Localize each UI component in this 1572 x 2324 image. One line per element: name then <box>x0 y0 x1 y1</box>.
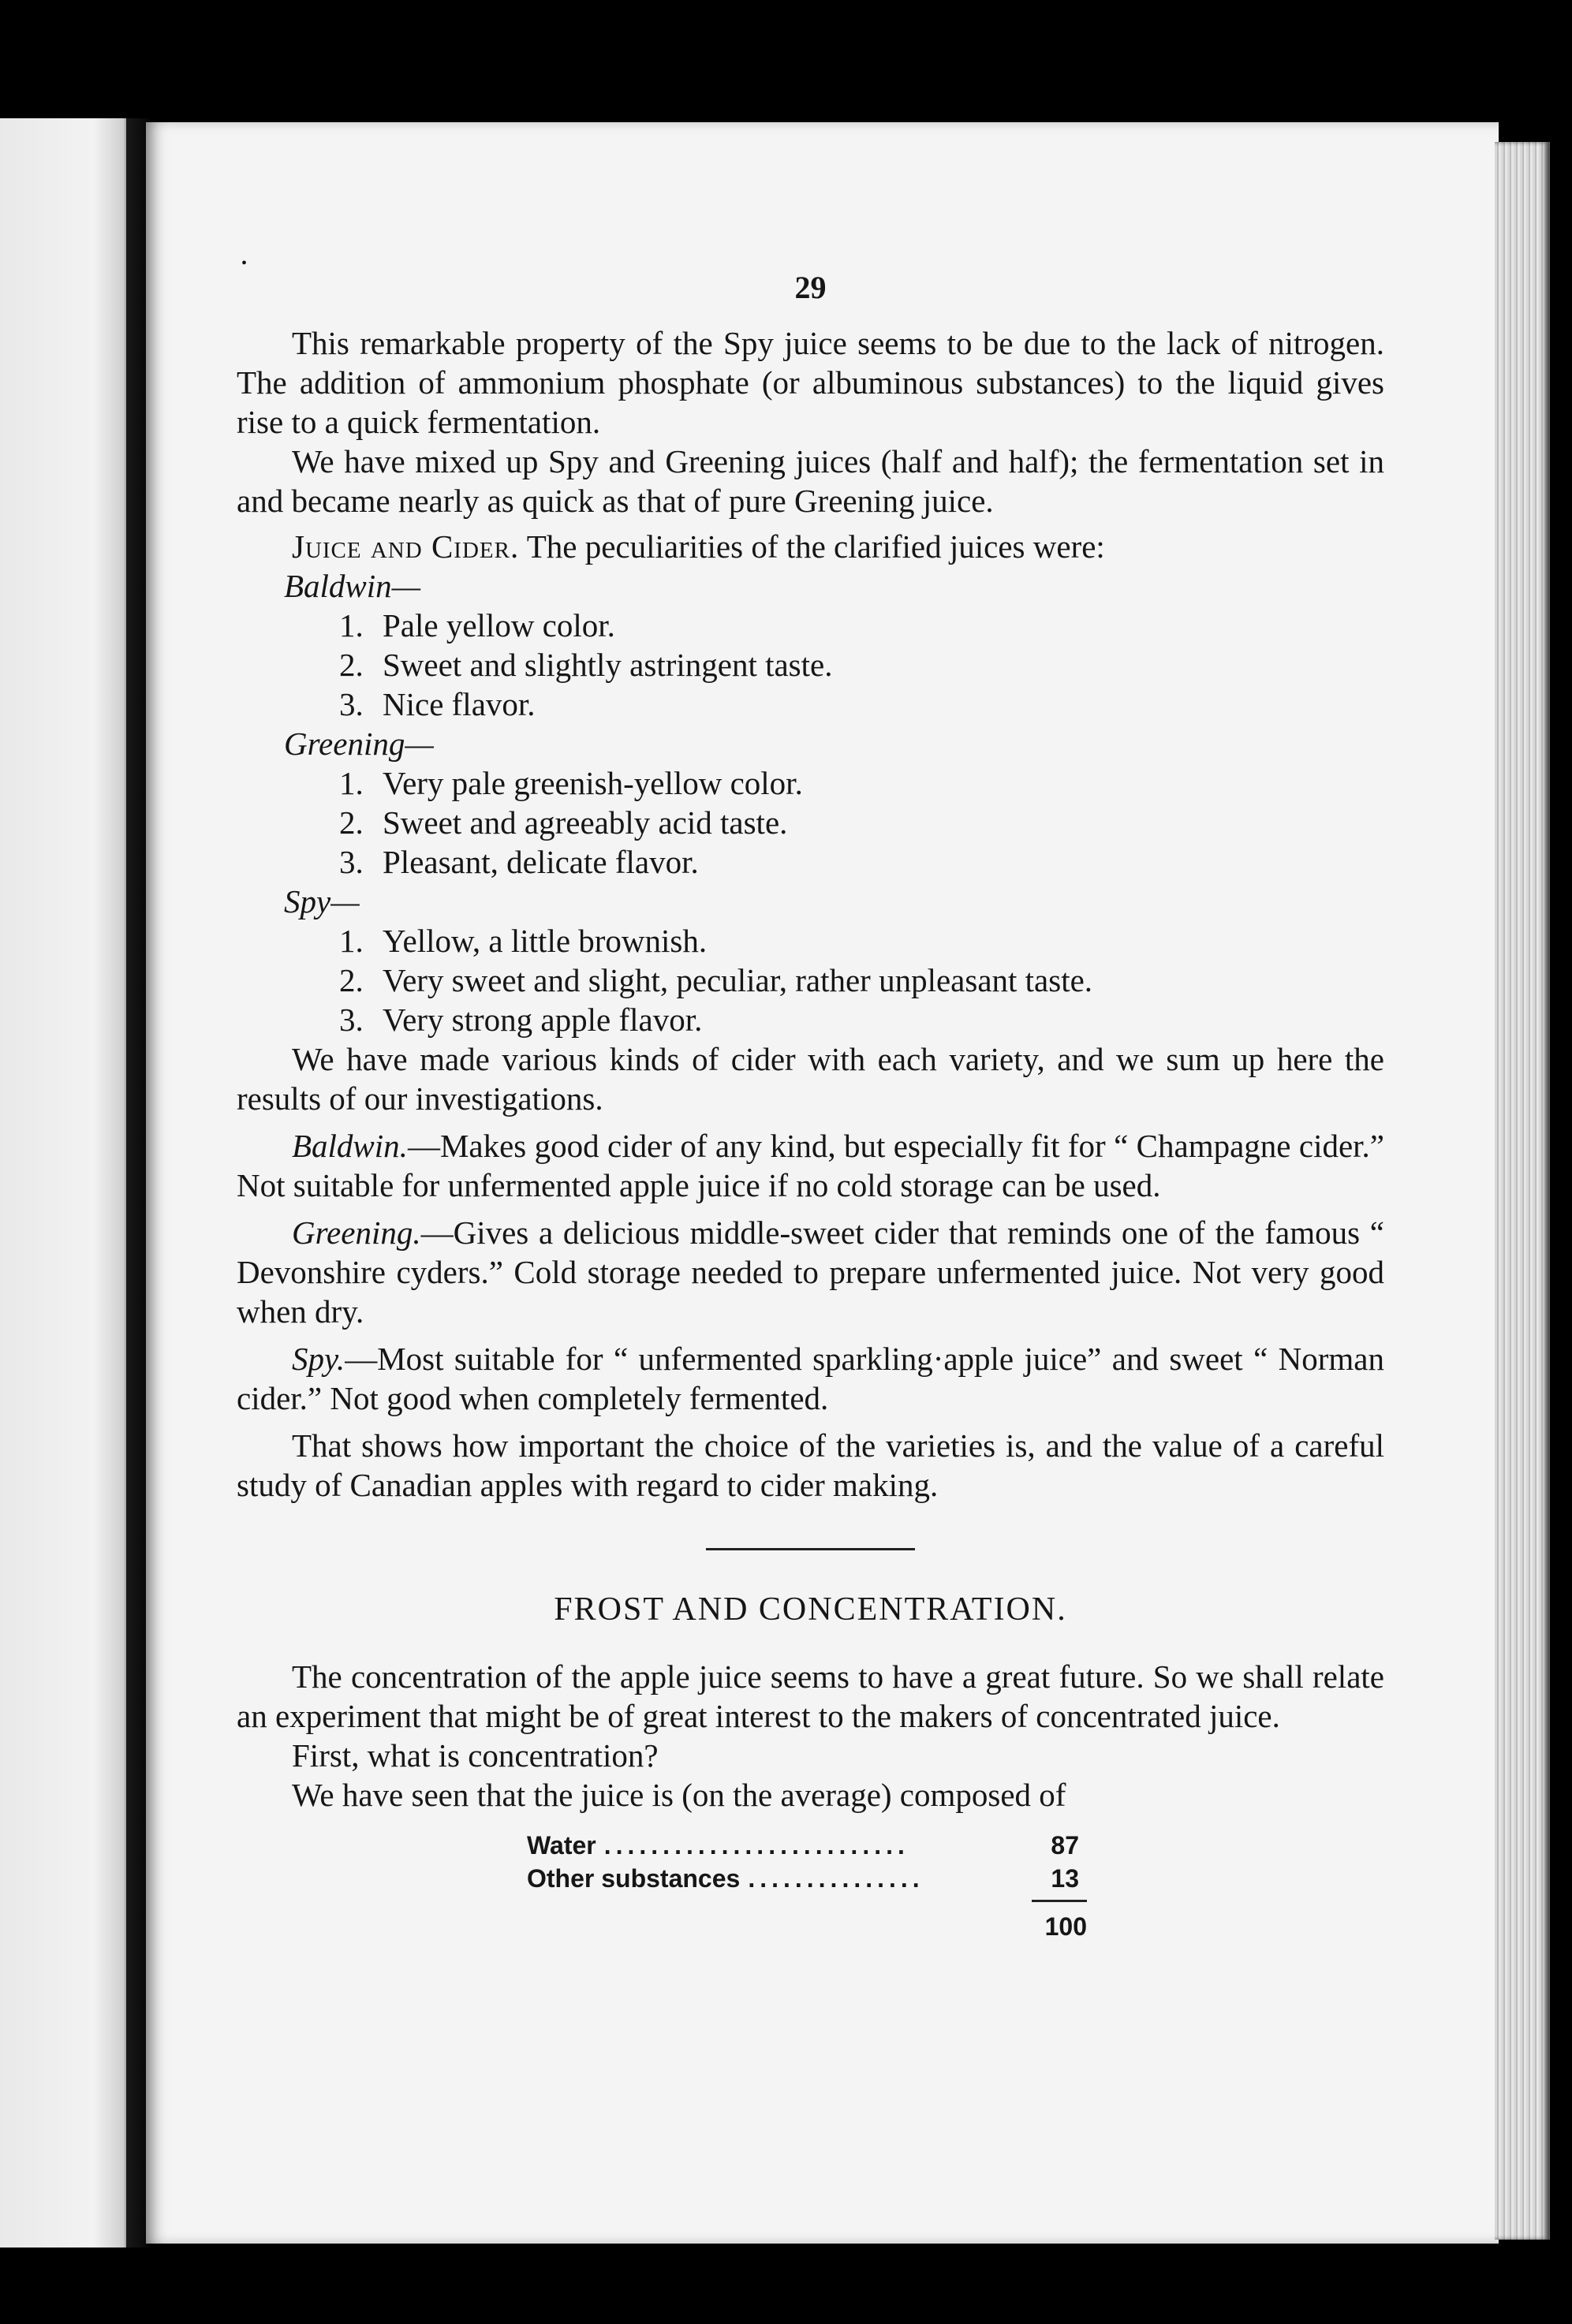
list-item: 1. Pale yellow color. <box>339 607 615 643</box>
cider-note <box>237 1339 1384 1418</box>
paragraph: We have mixed up Spy and Greening juices (half and half); the fermentation set in and became nearly as quick as that of pure Greening juice. <box>237 443 1384 519</box>
cider-note-variety: Baldwin. <box>292 1128 408 1164</box>
paragraph: The concentration of the apple juice seems to have a great future. So we shall relate an experiment that might be of great interest to the makers of concentrated juice. <box>237 1658 1384 1734</box>
juice-cider-heading: Juice and Cider. <box>292 528 520 565</box>
juice-cider-intro: The peculiarities of the clarified juices were: <box>526 528 1105 565</box>
list-item: 2. Very sweet and slight, peculiar, rather unpleasant taste. <box>339 962 1093 998</box>
leader-dots: .......................... <box>603 1831 909 1860</box>
composition-value: 13 <box>1051 1864 1079 1893</box>
page-number: 29 <box>794 270 827 305</box>
list-item: 2. Sweet and agreeably acid taste. <box>339 804 788 841</box>
composition-label: Other substances <box>527 1864 741 1893</box>
cider-note <box>237 1126 1384 1205</box>
cider-note-text: —Most suitable for “ unfermented sparkling·apple juice” and sweet “ Norman cider.” Not good when completely fermented. <box>237 1341 1384 1416</box>
margin-mark: • <box>241 255 248 272</box>
cider-note-variety: Greening. <box>292 1214 421 1251</box>
total-rule <box>1032 1900 1087 1902</box>
composition-row <box>527 1862 1079 1895</box>
list-item: 3. Pleasant, delicate flavor. <box>339 844 699 880</box>
cider-note <box>237 1213 1384 1331</box>
list-item: 2. Sweet and slightly astringent taste. <box>339 647 833 683</box>
paragraph: We have made various kinds of cider with each variety, and we sum up here the results of our investigations. <box>237 1041 1384 1117</box>
cider-note-text: —Makes good cider of any kind, but especially fit for “ Champagne cider.” Not suitable for unfermented apple juice if no cold storage can be used. <box>237 1128 1384 1203</box>
paragraph: This remarkable property of the Spy juice seems to be due to the lack of nitrogen. The addition of ammonium phosphate (or albuminous substances) to the liquid gives rise to a quick fermentation. <box>237 325 1384 440</box>
section-title: FROST AND CONCENTRATION. <box>554 1591 1067 1628</box>
variety-heading: Baldwin— <box>284 568 421 604</box>
variety-heading: Spy— <box>284 883 360 920</box>
cider-note-text: —Gives a delicious middle-sweet cider that reminds one of the famous “ Devonshire cyders.” Cold storage needed to prepare unfermented juice. Not very good when dry. <box>237 1214 1384 1330</box>
list-item: 1. Yellow, a little brownish. <box>339 923 708 959</box>
composition-table <box>527 1829 1087 1943</box>
list-item: 1. Very pale greenish-yellow color. <box>339 765 803 801</box>
composition-row <box>527 1829 1079 1862</box>
paragraph: First, what is concentration? <box>292 1737 659 1774</box>
cider-note-variety: Spy. <box>292 1341 345 1377</box>
paragraph: That shows how important the choice of the varieties is, and the value of a careful study of Canadian apples with regard to cider making. <box>237 1427 1384 1503</box>
composition-total: 100 <box>1044 1912 1087 1941</box>
list-item: 3. Very strong apple flavor. <box>339 1002 703 1038</box>
composition-value: 87 <box>1051 1831 1079 1860</box>
page-edges-right <box>1495 142 1550 2240</box>
section-divider <box>706 1548 915 1550</box>
paragraph: We have seen that the juice is (on the average) composed of <box>292 1777 1066 1813</box>
left-page-edge <box>0 118 134 2248</box>
list-item: 3. Nice flavor. <box>339 686 536 722</box>
composition-label: Water <box>527 1831 596 1860</box>
variety-heading: Greening— <box>284 726 434 762</box>
leader-dots: ............... <box>748 1864 924 1893</box>
page-text <box>237 268 1384 1943</box>
juice-cider-paragraph <box>237 527 1384 566</box>
